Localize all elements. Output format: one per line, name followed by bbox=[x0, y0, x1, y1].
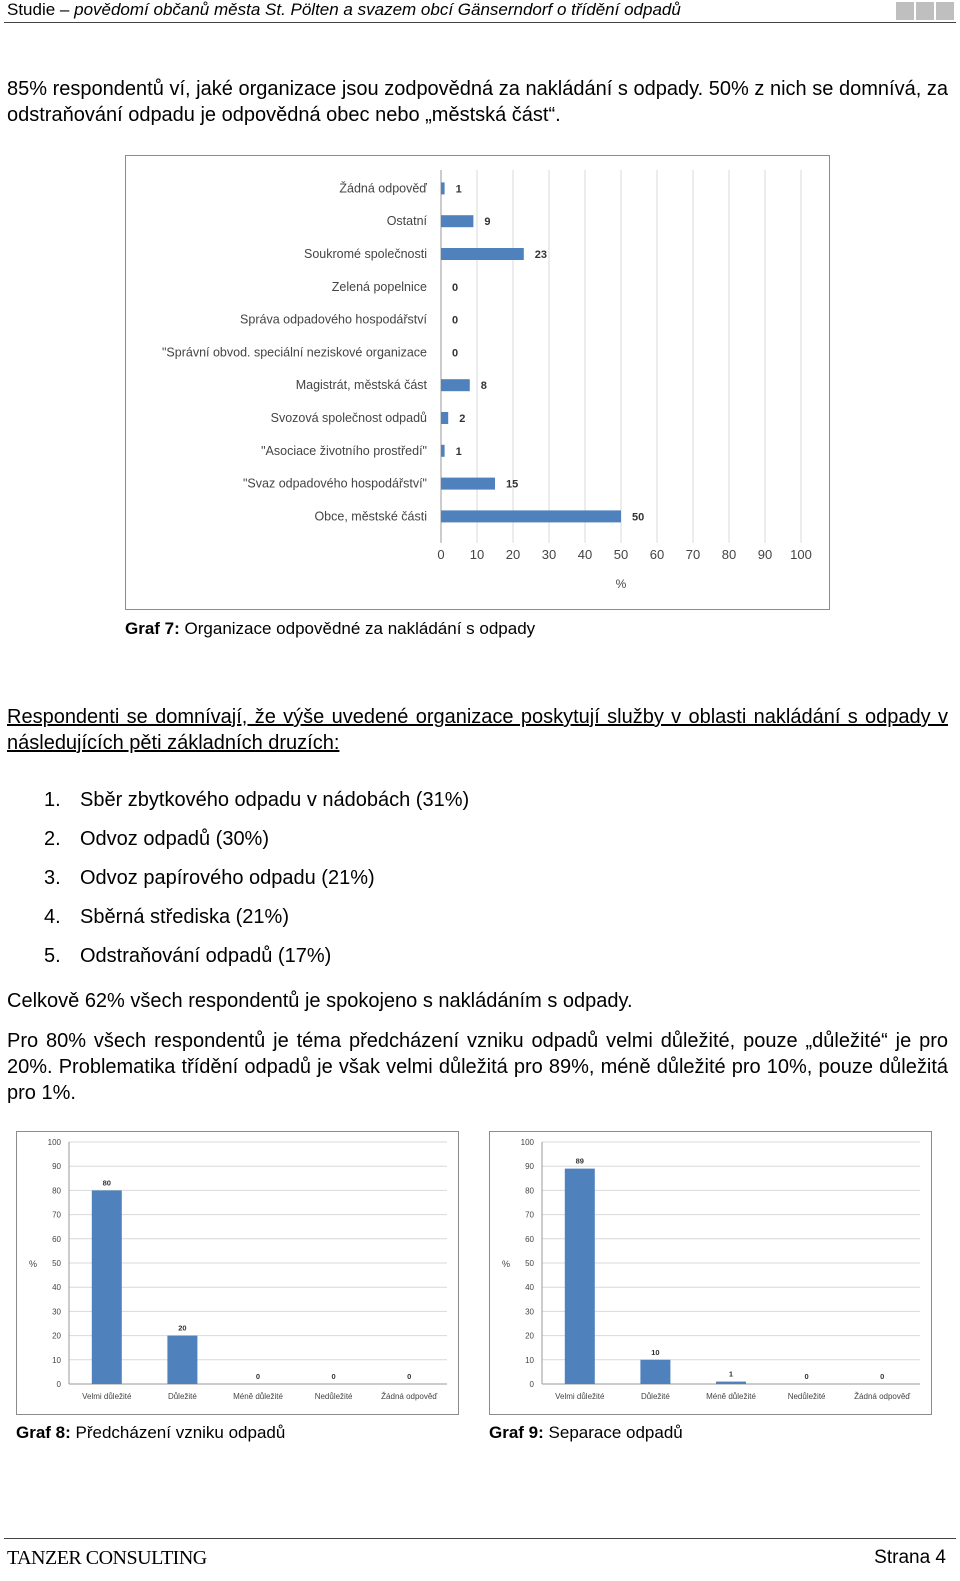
y-tick-label: 0 bbox=[56, 1380, 61, 1389]
data-label: 0 bbox=[804, 1372, 809, 1381]
satisfaction-paragraph: Celkově 62% všech respondentů je spokojeno s nakládáním s odpady. bbox=[7, 990, 633, 1012]
data-label: 9 bbox=[484, 216, 491, 229]
bar bbox=[565, 1169, 595, 1384]
data-label: 10 bbox=[651, 1347, 660, 1357]
list-item-number: 1. bbox=[44, 789, 61, 811]
chart7-caption bbox=[125, 619, 535, 639]
list-item-number: 5. bbox=[44, 945, 61, 967]
header-title-italic: povědomí občanů města St. Pölten a svazem obcí Gänserndorf o třídění odpadů bbox=[74, 0, 681, 19]
category-label: Správa odpadového hospodářství bbox=[240, 312, 427, 327]
y-tick-label: 90 bbox=[52, 1162, 61, 1172]
data-label: 0 bbox=[880, 1372, 885, 1381]
footer-page-number: Strana 4 bbox=[874, 1547, 946, 1568]
bar bbox=[92, 1190, 122, 1384]
y-tick-label: 60 bbox=[52, 1234, 61, 1244]
x-tick-label: 40 bbox=[577, 547, 593, 562]
footer-company: TANZER CONSULTING bbox=[7, 1547, 207, 1569]
y-tick-label: 50 bbox=[52, 1259, 61, 1268]
bar bbox=[716, 1382, 746, 1384]
category-label: Ostatní bbox=[386, 214, 427, 229]
chart9-svg bbox=[490, 1132, 931, 1414]
list-item-text: Odvoz papírového odpadu (21%) bbox=[80, 867, 375, 889]
category-label: Žádná odpověď bbox=[381, 1392, 438, 1401]
y-tick-label: 70 bbox=[52, 1210, 61, 1220]
importance-paragraph: Pro 80% všech respondentů je téma předcházení vzniku odpadů velmi důležité, pouze „důležité“ je pro 20%. Problematika třídění odpadů je však velmi důležitá pro 89%, méně důležité pro 10%, pouze důležitá pro 1%. bbox=[7, 1030, 948, 1104]
chart9-caption bbox=[489, 1423, 683, 1443]
data-label: 0 bbox=[452, 347, 459, 360]
x-tick-label: 50 bbox=[613, 547, 629, 562]
data-label: 0 bbox=[255, 1372, 261, 1381]
data-label: 0 bbox=[407, 1372, 412, 1381]
y-tick-label: 90 bbox=[525, 1162, 534, 1172]
chart7-caption-label: Graf 7: bbox=[125, 619, 180, 638]
bar bbox=[441, 445, 445, 457]
category-label: Nedůležité bbox=[314, 1392, 353, 1401]
category-label: Žádná odpověď bbox=[854, 1392, 911, 1401]
category-label: "Správní obvod. speciální neziskové organizace bbox=[161, 345, 427, 360]
data-label: 0 bbox=[331, 1372, 336, 1381]
x-tick-label: 70 bbox=[685, 547, 701, 562]
y-tick-label: 20 bbox=[525, 1331, 534, 1341]
chart9-frame bbox=[489, 1131, 932, 1415]
data-label: 1 bbox=[455, 445, 462, 458]
x-tick-label: 90 bbox=[757, 547, 773, 562]
intro-paragraph: 85% respondentů ví, jaké organizace jsou zodpovědná za nakládání s odpady. 50% z nich se domnívá, za odstraňování odpadu je odpovědná obec nebo „městská část“. bbox=[7, 78, 948, 126]
list-item bbox=[44, 781, 469, 820]
list-item bbox=[44, 937, 469, 976]
running-header bbox=[7, 0, 681, 20]
bar bbox=[441, 412, 448, 424]
y-tick-label: 80 bbox=[525, 1186, 534, 1196]
category-label: Méně důležité bbox=[233, 1392, 283, 1401]
y-tick-label: 10 bbox=[525, 1355, 534, 1365]
y-axis-title: % bbox=[501, 1259, 511, 1269]
bar bbox=[640, 1360, 670, 1384]
category-label: Žádná odpověď bbox=[339, 181, 427, 196]
x-tick-label: 60 bbox=[649, 547, 665, 562]
x-tick-label: 20 bbox=[505, 547, 521, 562]
x-tick-label: 10 bbox=[469, 547, 485, 562]
chart8-caption bbox=[16, 1423, 285, 1443]
bar bbox=[441, 478, 495, 490]
data-label: 1 bbox=[728, 1369, 734, 1379]
y-tick-label: 70 bbox=[525, 1210, 534, 1220]
list-item-number: 3. bbox=[44, 867, 61, 889]
chart8-caption-text: Předcházení vzniku odpadů bbox=[70, 1423, 286, 1442]
chart7-frame bbox=[125, 155, 830, 610]
data-label: 0 bbox=[452, 314, 459, 327]
y-tick-label: 0 bbox=[529, 1380, 534, 1389]
category-label: Obce, městské části bbox=[314, 509, 427, 524]
x-tick-label: 30 bbox=[541, 547, 557, 562]
category-label: Důležité bbox=[640, 1392, 670, 1401]
header-rule bbox=[4, 22, 956, 23]
y-tick-label: 10 bbox=[52, 1355, 61, 1365]
chart9-caption-label: Graf 9: bbox=[489, 1423, 544, 1442]
data-label: 80 bbox=[102, 1178, 111, 1188]
data-label: 20 bbox=[178, 1323, 187, 1333]
x-tick-label: 0 bbox=[437, 547, 445, 562]
bar bbox=[441, 182, 445, 194]
y-tick-label: 50 bbox=[525, 1259, 534, 1268]
category-label: Nedůležité bbox=[787, 1392, 826, 1401]
data-label: 15 bbox=[506, 478, 519, 491]
category-label: Velmi důležité bbox=[555, 1392, 605, 1401]
category-label: Svozová společnost odpadů bbox=[270, 411, 427, 425]
y-axis-title: % bbox=[28, 1259, 38, 1269]
list-item-number: 4. bbox=[44, 906, 61, 928]
data-label: 89 bbox=[575, 1156, 584, 1166]
chart7-svg bbox=[126, 156, 829, 609]
list-item bbox=[44, 898, 469, 937]
list-item-text: Odvoz odpadů (30%) bbox=[80, 828, 270, 850]
data-label: 8 bbox=[480, 380, 487, 393]
category-label: Velmi důležité bbox=[82, 1392, 132, 1401]
category-label: Důležité bbox=[167, 1392, 197, 1401]
header-title-plain: Studie – bbox=[7, 0, 75, 19]
list-item-number: 2. bbox=[44, 828, 61, 850]
category-label: "Svaz odpadového hospodářství" bbox=[243, 476, 427, 491]
bar bbox=[441, 379, 470, 391]
data-label: 2 bbox=[459, 413, 466, 425]
bar bbox=[441, 510, 621, 522]
category-label: Magistrát, městská část bbox=[295, 378, 427, 393]
category-label: "Asociace životního prostředí" bbox=[261, 443, 427, 458]
y-tick-label: 30 bbox=[525, 1307, 534, 1317]
data-label: 1 bbox=[455, 183, 462, 196]
list-item-text: Sběr zbytkového odpadu v nádobách (31%) bbox=[80, 789, 470, 811]
y-tick-label: 80 bbox=[52, 1186, 61, 1196]
chart8-svg bbox=[17, 1132, 458, 1414]
y-tick-label: 60 bbox=[525, 1234, 534, 1244]
data-label: 23 bbox=[534, 249, 548, 261]
chart8-frame bbox=[16, 1131, 459, 1415]
list-item-text: Sběrná střediska (21%) bbox=[80, 906, 289, 928]
y-tick-label: 40 bbox=[52, 1283, 61, 1293]
category-label: Méně důležité bbox=[706, 1392, 756, 1401]
services-intro: Respondenti se domnívají, že výše uvedené organizace poskytují služby v oblasti nakládání s odpady v následujících pěti základních druzích: bbox=[7, 706, 948, 754]
x-axis-title: % bbox=[615, 577, 627, 591]
bar bbox=[441, 215, 473, 227]
y-tick-label: 100 bbox=[520, 1138, 534, 1147]
x-tick-label: 100 bbox=[790, 547, 812, 562]
y-tick-label: 40 bbox=[525, 1283, 534, 1293]
y-tick-label: 30 bbox=[52, 1307, 61, 1317]
list-item bbox=[44, 859, 469, 898]
bar bbox=[441, 248, 524, 260]
chart9-caption-text: Separace odpadů bbox=[543, 1423, 683, 1442]
y-tick-label: 20 bbox=[52, 1331, 61, 1341]
data-label: 0 bbox=[452, 281, 459, 294]
y-tick-label: 100 bbox=[47, 1138, 61, 1147]
x-tick-label: 80 bbox=[721, 547, 737, 562]
footer-rule bbox=[4, 1538, 956, 1539]
services-list bbox=[44, 781, 469, 976]
list-item-text: Odstraňování odpadů (17%) bbox=[80, 945, 332, 967]
list-item bbox=[44, 820, 469, 859]
chart8-caption-label: Graf 8: bbox=[16, 1423, 71, 1442]
bar bbox=[167, 1336, 197, 1384]
chart7-caption-text: Organizace odpovědné za nakládání s odpady bbox=[179, 619, 536, 638]
category-label: Zelená popelnice bbox=[331, 279, 427, 294]
category-label: Soukromé společnosti bbox=[304, 247, 427, 261]
data-label: 50 bbox=[632, 511, 645, 524]
header-decoration bbox=[896, 2, 954, 20]
